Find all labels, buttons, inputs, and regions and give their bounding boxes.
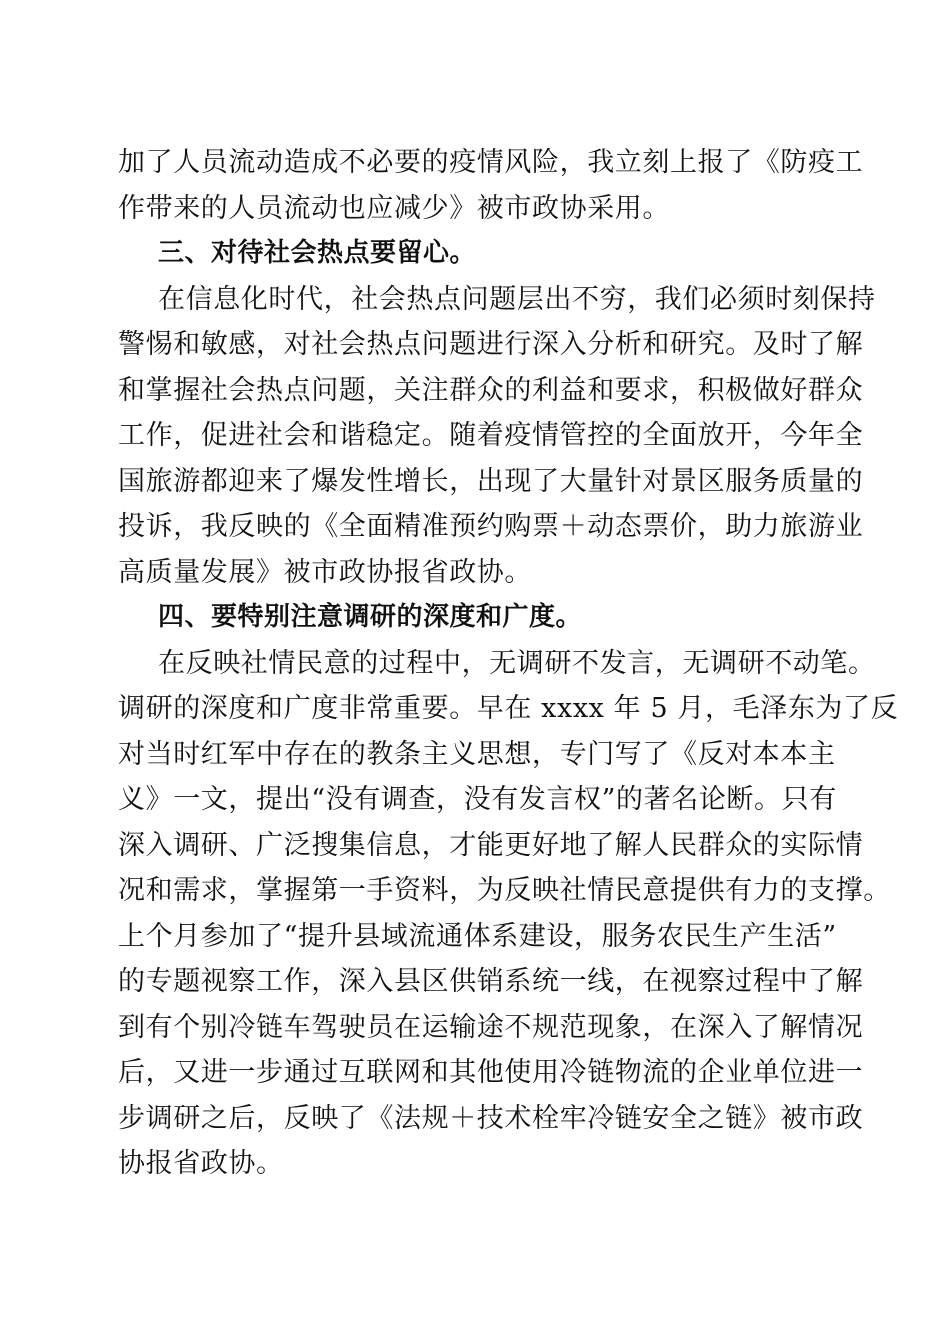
paragraph-line: 的专题视察工作，深入县区供销系统一线，在视察过程中了解 (118, 966, 864, 997)
paragraph-line: 协报省政协。 (118, 1148, 284, 1179)
section-heading-4: 四、要特别注意调研的深度和广度。 (158, 602, 583, 632)
paragraph-line: 作带来的人员流动也应减少》被市政协采用。 (118, 192, 670, 224)
paragraph-line: 况和需求，掌握第一手资料，为反映社情民意提供有力的支撑。 (118, 875, 891, 906)
paragraph-line: 在信息化时代，社会热点问题层出不穷，我们必须时刻保持 (158, 283, 876, 315)
paragraph-line: 上个月参加了“提升县域流通体系建设，服务农民生产生活” (118, 920, 837, 952)
paragraph-line: 警惕和敏感，对社会热点问题进行深入分析和研究。及时了解 (118, 329, 864, 360)
section-heading-3: 三、对待社会热点要留心。 (158, 238, 477, 268)
paragraph-line: 国旅游都迎来了爆发性增长，出现了大量针对景区服务质量的 (118, 465, 864, 497)
document-page (118, 140, 899, 1187)
paragraph-line: 在反映社情民意的过程中，无调研不发言，无调研不动笔。 (158, 647, 876, 679)
paragraph-line: 调研的深度和广度非常重要。早在 xxxx 年 5 月，毛泽东为了反 (118, 693, 899, 724)
paragraph-line: 后，又进一步通过互联网和其他使用冷链物流的企业单位进一 (118, 1057, 864, 1088)
paragraph-line: 高质量发展》被市政协报省政协。 (118, 556, 532, 588)
paragraph-line: 对当时红军中存在的教条主义思想，专门写了《反对本本主 (118, 738, 836, 770)
paragraph-line: 工作，促进社会和谐稳定。随着疫情管控的全面放开，今年全 (118, 420, 864, 451)
paragraph-line: 加了人员流动造成不必要的疫情风险，我立刻上报了《防疫工 (118, 147, 864, 178)
paragraph-line: 义》一文，提出“没有调查，没有发言权”的著名论断。只有 (118, 784, 837, 815)
paragraph-line: 步调研之后，反映了《法规＋技术栓牢冷链安全之链》被市政 (118, 1102, 864, 1134)
paragraph-line: 到有个别冷链车驾驶员在运输途不规范现象，在深入了解情况 (118, 1011, 864, 1043)
paragraph-line: 深入调研、广泛搜集信息，才能更好地了解人民群众的实际情 (118, 829, 864, 861)
paragraph-line: 投诉，我反映的《全面精准预约购票＋动态票价，助力旅游业 (118, 511, 864, 542)
paragraph-line: 和掌握社会热点问题，关注群众的利益和要求，积极做好群众 (118, 374, 864, 406)
